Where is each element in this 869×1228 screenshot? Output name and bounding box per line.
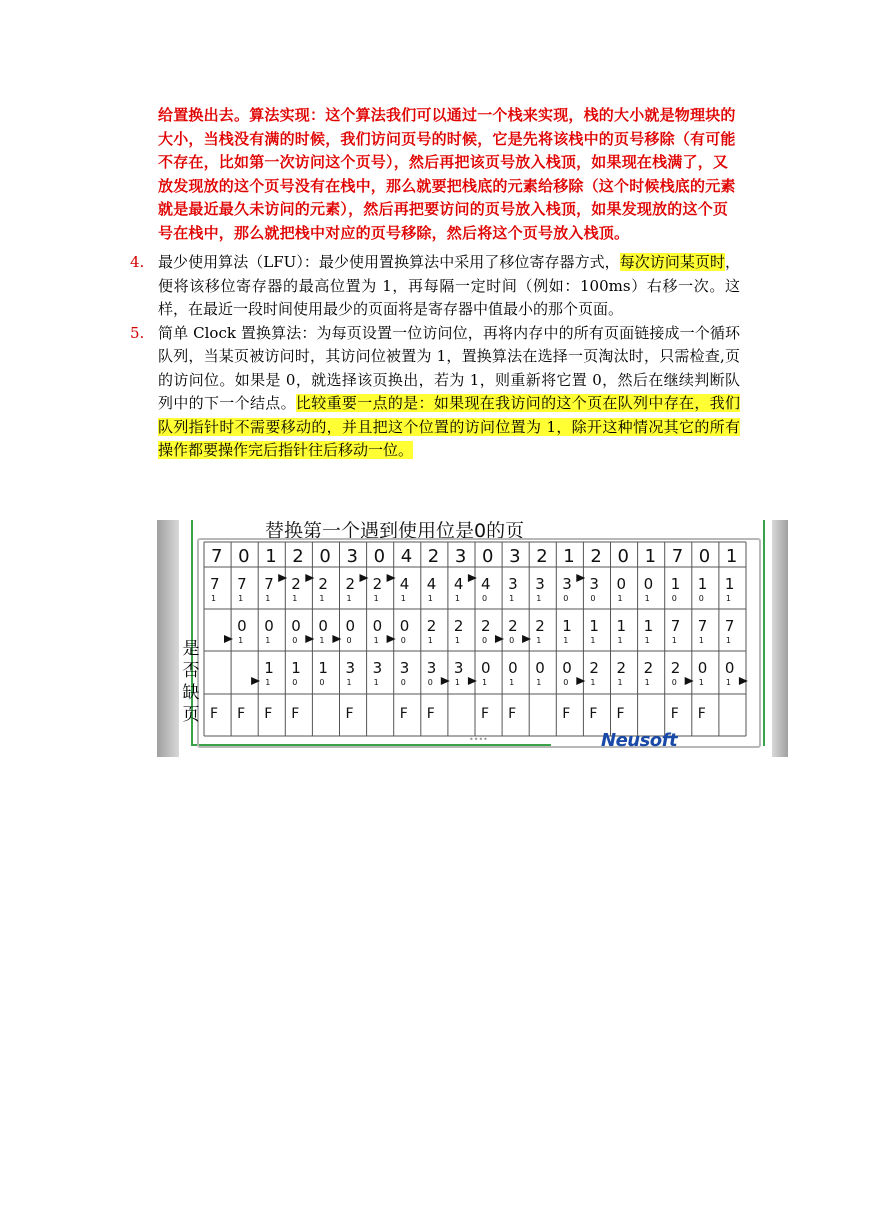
- page-fault-label-char: 页: [182, 705, 200, 725]
- neusoft-logo: Neusoft: [601, 730, 678, 751]
- frame-page: 0: [508, 659, 518, 677]
- pointer-arrow: [576, 677, 585, 685]
- reference-page: 4: [400, 546, 413, 567]
- frame-page: 1: [318, 659, 328, 677]
- lfu-text-after: ，便将该移位寄存器的最高位置为 1，再每隔一定时间（例如：100ms）右移一次。这样，在最近一段时间使用最少的页面将是寄存器中值最小的那个页面。: [158, 253, 740, 318]
- page-fault-label: [179, 638, 203, 726]
- use-bit: 1: [319, 636, 325, 645]
- reference-page: 3: [509, 546, 521, 567]
- use-bit: 1: [644, 594, 650, 603]
- page-fault-label-char: 是: [182, 639, 200, 659]
- frame-page: 2: [481, 617, 491, 635]
- frame-page: 1: [724, 575, 735, 593]
- pointer-arrow: [387, 574, 396, 582]
- page-fault-mark: F: [562, 706, 571, 722]
- page-fault-mark: F: [670, 706, 679, 722]
- use-bit: 0: [319, 678, 325, 687]
- frame-page: 4: [399, 575, 410, 593]
- frame-page: 3: [372, 659, 383, 677]
- frame-page: 0: [318, 617, 328, 635]
- frame-page: 0: [237, 617, 247, 635]
- reference-page: 0: [319, 546, 331, 567]
- frame-page: 0: [291, 617, 301, 635]
- clock-algorithm-figure: [157, 520, 788, 757]
- reference-page: 0: [617, 546, 629, 567]
- frame-page: 2: [453, 617, 464, 635]
- use-bit: 1: [671, 636, 677, 645]
- use-bit: 1: [590, 678, 596, 687]
- frame-page: 2: [508, 617, 518, 635]
- pointer-arrow: [739, 677, 748, 685]
- frame-page: 0: [481, 659, 491, 677]
- page-fault-mark: F: [481, 706, 490, 722]
- use-bit: 1: [454, 594, 460, 603]
- frame-page: 7: [670, 617, 681, 635]
- use-bit: 1: [211, 594, 217, 603]
- frame-page: 2: [535, 617, 545, 635]
- lru-implementation-paragraph: 给置换出去。算法实现：这个算法我们可以通过一个栈来实现，栈的大小就是物理块的大小，当栈没有满的时候，我们访问页号的时候，它是先将该栈中的页号移除（有可能不存在，比如第一次访问这个页号），然后再把该页号放入栈顶，如果现在栈满了，又放发现放的这个页号没有在栈中，那么就要把栈底的元素给移除（这个时候栈底的元素就是最近最久未访问的元素），然后再把要访问的页号放入栈顶，如果发现放的这个页号在栈中，那么就把栈中对应的页号移除，然后将这个页号放入栈顶。: [158, 106, 736, 242]
- frame-page: 2: [643, 659, 654, 677]
- reference-page: 2: [590, 546, 602, 567]
- lfu-text-before: 最少使用算法（LFU）：最少使用置换算法中采用了移位寄存器方式，: [158, 253, 620, 271]
- frame-page: 2: [291, 575, 301, 593]
- use-bit: 1: [509, 678, 515, 687]
- frame-page: 0: [643, 575, 654, 593]
- frame-page: 4: [453, 575, 464, 593]
- use-bit: 0: [563, 594, 569, 603]
- frame-page: 3: [453, 659, 464, 677]
- frame-page: 0: [562, 659, 572, 677]
- use-bit: 0: [698, 594, 704, 603]
- use-bit: 0: [346, 636, 352, 645]
- frame-page: 0: [345, 617, 356, 635]
- page-fault-mark: F: [399, 706, 408, 722]
- pointer-arrow: [224, 635, 233, 643]
- algorithm-list: [130, 251, 740, 463]
- use-bit: 0: [482, 594, 488, 603]
- reference-page: 1: [265, 546, 277, 567]
- frame-page: 2: [318, 575, 328, 593]
- page-fault-mark: F: [291, 706, 300, 722]
- reference-page: 0: [482, 546, 494, 567]
- reference-page: 2: [292, 546, 304, 567]
- use-bit: 1: [373, 678, 379, 687]
- frame-page: 3: [562, 575, 572, 593]
- frame-page: 1: [562, 617, 572, 635]
- page-fault-mark: F: [345, 706, 354, 722]
- use-bit: 1: [617, 678, 623, 687]
- use-bit: 0: [292, 636, 298, 645]
- frame-page: 2: [372, 575, 383, 593]
- frame-page: 1: [291, 659, 301, 677]
- page-fault-mark: F: [426, 706, 435, 722]
- use-bit: 1: [536, 678, 542, 687]
- page-fault-mark: F: [508, 706, 517, 722]
- use-bit: 1: [265, 594, 271, 603]
- frame-page: 2: [670, 659, 681, 677]
- use-bit: 1: [509, 594, 515, 603]
- use-bit: 0: [400, 636, 406, 645]
- use-bit: 1: [617, 636, 623, 645]
- use-bit: 1: [346, 594, 352, 603]
- reference-page: 0: [698, 546, 711, 567]
- frame-page: 3: [535, 575, 545, 593]
- frame-page: 1: [643, 617, 654, 635]
- use-bit: 0: [400, 678, 406, 687]
- frame-page: 7: [264, 575, 274, 593]
- pointer-arrow: [360, 574, 369, 582]
- frame-page: 1: [670, 575, 681, 593]
- use-bit: 1: [725, 594, 731, 603]
- use-bit: 0: [671, 594, 677, 603]
- page-fault-mark: F: [589, 706, 598, 722]
- document-body: [130, 104, 740, 463]
- use-bit: 0: [427, 678, 433, 687]
- reference-page: 3: [346, 546, 358, 567]
- frame-page: 0: [697, 659, 708, 677]
- frame-page: 7: [237, 575, 247, 593]
- frame-page: 1: [264, 659, 274, 677]
- frame-page: 2: [589, 659, 599, 677]
- use-bit: 1: [536, 594, 542, 603]
- page-fault-mark: F: [210, 706, 219, 722]
- use-bit: 1: [454, 678, 460, 687]
- frame-page: 3: [508, 575, 518, 593]
- resize-handle: ••••: [469, 735, 488, 744]
- frame-page: 4: [481, 575, 491, 593]
- use-bit: 1: [319, 594, 325, 603]
- list-number: 4.: [130, 253, 145, 271]
- use-bit: 1: [265, 678, 271, 687]
- frame-page: 7: [210, 575, 220, 593]
- use-bit: 1: [644, 678, 650, 687]
- use-bit: 0: [563, 678, 569, 687]
- use-bit: 1: [725, 678, 731, 687]
- page-fault-mark: F: [616, 706, 625, 722]
- use-bit: 1: [725, 636, 731, 645]
- use-bit: 1: [265, 636, 271, 645]
- use-bit: 1: [238, 594, 244, 603]
- lfu-highlight: 每次访问某页时: [619, 253, 725, 271]
- reference-page: 1: [725, 546, 738, 567]
- pointer-arrow: [251, 677, 260, 685]
- frame-page: 1: [697, 575, 708, 593]
- reference-page: 7: [671, 546, 684, 567]
- pointer-arrow: [685, 677, 694, 685]
- use-bit: 1: [454, 636, 460, 645]
- reference-page: 0: [373, 546, 386, 567]
- frame-page: 7: [697, 617, 708, 635]
- pointer-arrow: [495, 635, 504, 643]
- use-bit: 1: [644, 636, 650, 645]
- frame-page: 3: [345, 659, 356, 677]
- frame-page: 2: [345, 575, 356, 593]
- frame-page: 0: [724, 659, 735, 677]
- frame-page: 4: [426, 575, 437, 593]
- frame-page: 3: [589, 575, 599, 593]
- pointer-arrow: [468, 574, 477, 582]
- list-number: 5.: [130, 323, 145, 342]
- pointer-arrow: [278, 574, 287, 582]
- use-bit: 1: [238, 636, 244, 645]
- page-fault-label-char: 缺: [182, 683, 200, 703]
- frame-page: 2: [426, 617, 437, 635]
- pointer-arrow: [387, 635, 396, 643]
- pointer-arrow: [305, 635, 314, 643]
- use-bit: 1: [698, 678, 704, 687]
- use-bit: 1: [590, 636, 596, 645]
- frame-page: 0: [264, 617, 274, 635]
- pointer-arrow: [576, 574, 585, 582]
- frame-page: 0: [616, 575, 627, 593]
- use-bit: 1: [563, 636, 569, 645]
- clock-table: [157, 520, 788, 757]
- figure-title: 替换第一个遇到使用位是0的页: [265, 520, 525, 542]
- use-bit: 1: [536, 636, 542, 645]
- use-bit: 1: [346, 678, 352, 687]
- reference-page: 3: [454, 546, 467, 567]
- pointer-arrow: [441, 677, 450, 685]
- use-bit: 1: [427, 636, 433, 645]
- page-fault-label-char: 否: [182, 661, 200, 681]
- frame-page: 1: [616, 617, 627, 635]
- use-bit: 1: [373, 636, 379, 645]
- reference-page: 7: [211, 546, 223, 567]
- frame-page: 0: [372, 617, 383, 635]
- clock-text-before: 简单 Clock 置换算法：为每页设置一位访问位，再将内存中的所有页面链接成一个循环队列，当某页被访问时，其访问位被置为 1，置换算法在选择一页淘汰时，只需检查,页的访问位。如果是 0，就选择该页换出，若为 1，则重新将它置 0，然后在继续判断队列中的下一个结点。: [158, 323, 740, 412]
- use-bit: 0: [590, 594, 596, 603]
- frame-page: 3: [426, 659, 437, 677]
- frame-page: 0: [399, 617, 410, 635]
- use-bit: 0: [509, 636, 515, 645]
- pointer-arrow: [305, 574, 314, 582]
- use-bit: 1: [617, 594, 623, 603]
- use-bit: 1: [373, 594, 379, 603]
- use-bit: 0: [671, 678, 677, 687]
- use-bit: 1: [292, 594, 298, 603]
- reference-page: 2: [536, 546, 548, 567]
- frame-page: 3: [399, 659, 410, 677]
- page-fault-mark: F: [264, 706, 273, 722]
- use-bit: 0: [292, 678, 298, 687]
- reference-page: 1: [644, 546, 657, 567]
- use-bit: 1: [698, 636, 704, 645]
- reference-page: 1: [563, 546, 575, 567]
- pointer-arrow: [332, 635, 341, 643]
- clock-highlight: 比较重要一点的是：如果现在我访问的这个页在队列中存在，我们队列指针时不需要移动的，并且把这个位置的访问位置为 1，除开这种情况其它的所有操作都要操作完后指针往后移动一位。: [158, 394, 740, 459]
- page-fault-mark: F: [237, 706, 246, 722]
- pointer-arrow: [468, 677, 477, 685]
- use-bit: 1: [427, 594, 433, 603]
- frame-page: 2: [616, 659, 627, 677]
- frame-page: 0: [535, 659, 545, 677]
- list-item-lfu: [130, 251, 740, 322]
- list-item-clock: [130, 322, 740, 463]
- use-bit: 0: [482, 636, 488, 645]
- use-bit: 1: [400, 594, 406, 603]
- reference-page: 0: [238, 546, 250, 567]
- pointer-arrow: [522, 635, 531, 643]
- frame-page: 1: [589, 617, 599, 635]
- reference-page: 2: [427, 546, 440, 567]
- use-bit: 1: [482, 678, 488, 687]
- frame-page: 7: [724, 617, 735, 635]
- page-fault-mark: F: [697, 706, 706, 722]
